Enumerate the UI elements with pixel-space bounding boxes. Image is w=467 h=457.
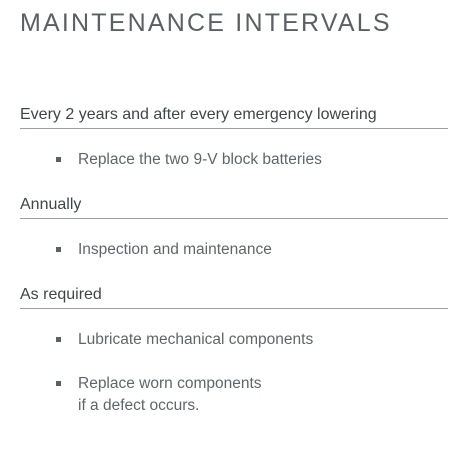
list-item: [56, 329, 313, 351]
list-item-text: Lubricate mechanical components: [78, 331, 314, 348]
list-item: [56, 239, 272, 261]
square-bullet-icon: [56, 157, 61, 162]
list-item-text: Replace the two 9-V block batteries: [78, 151, 322, 168]
list-item-text: Replace worn components: [78, 375, 262, 392]
list-item: [56, 149, 322, 171]
page-title: MAINTENANCE INTERVALS: [20, 9, 392, 37]
section-heading-annually: Annually: [20, 196, 448, 219]
square-bullet-icon: [56, 337, 61, 342]
square-bullet-icon: [56, 247, 61, 252]
section-heading-every-2-years: Every 2 years and after every emergency lowering: [20, 106, 448, 129]
section-heading-as-required: As required: [20, 286, 448, 309]
list-item: [56, 373, 262, 417]
list-item-text-continuation: if a defect occurs.: [78, 397, 200, 414]
list-item-text: Inspection and maintenance: [78, 241, 272, 258]
square-bullet-icon: [56, 381, 61, 386]
